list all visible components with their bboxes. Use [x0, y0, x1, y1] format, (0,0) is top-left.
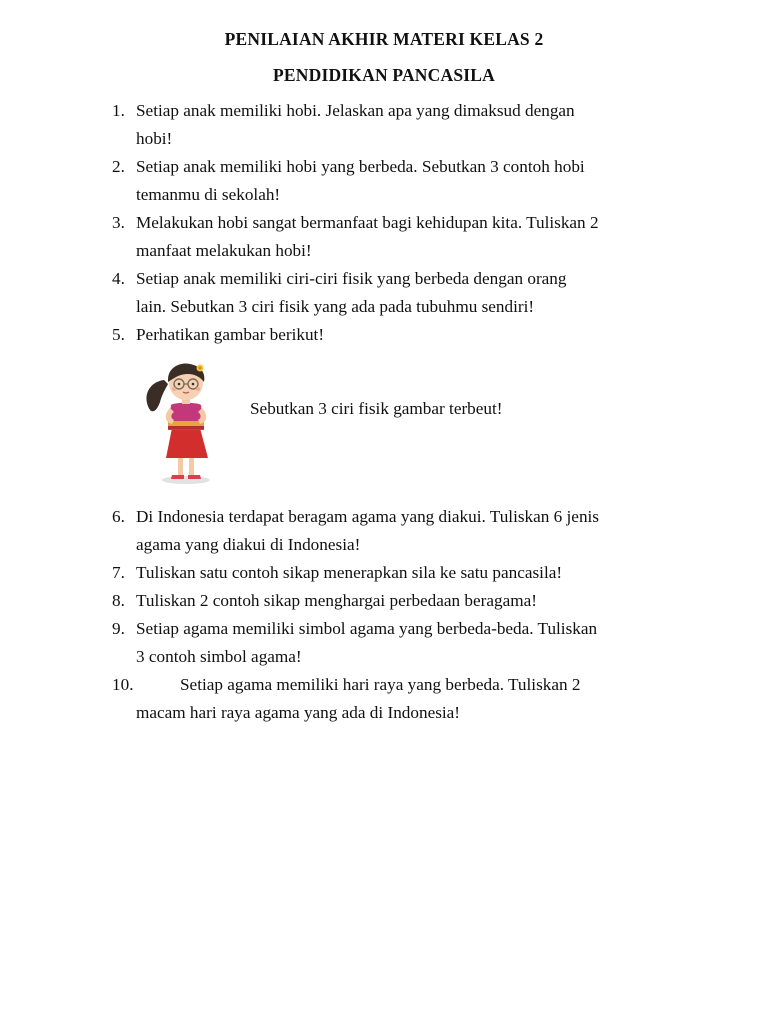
question-number: 5. — [112, 325, 125, 344]
document-title: PENILAIAN AKHIR MATERI KELAS 2 — [224, 29, 544, 49]
question-number: 10. — [112, 675, 134, 694]
question-number: 4. — [112, 269, 125, 288]
question-text-line: Setiap anak memiliki hobi. Jelaskan apa yang dimaksud dengan — [136, 101, 575, 120]
question-text-line: lain. Sebutkan 3 ciri fisik yang ada pada tubuhmu sendiri! — [136, 297, 535, 316]
question-text-line: Di Indonesia terdapat beragam agama yang diakui. Tuliskan 6 jenis — [136, 507, 599, 526]
question-number: 8. — [112, 591, 125, 610]
question-text-line: Perhatikan gambar berikut! — [136, 325, 325, 344]
question-number: 6. — [112, 507, 125, 526]
question-text-line: macam hari raya agama yang ada di Indonesia! — [136, 703, 461, 722]
question-text-line: hobi! — [136, 129, 173, 148]
question-text-line: Setiap anak memiliki hobi yang berbeda. Sebutkan 3 contoh hobi — [136, 157, 585, 176]
girl-illustration-icon — [138, 358, 228, 488]
question-text-line: Setiap anak memiliki ciri-ciri fisik yang berbeda dengan orang — [136, 269, 567, 288]
question-text-line: agama yang diakui di Indonesia! — [136, 535, 361, 554]
question-text-line: Setiap agama memiliki simbol agama yang berbeda-beda. Tuliskan — [136, 619, 598, 638]
question-number: 9. — [112, 619, 125, 638]
question-text-line: Setiap agama memiliki hari raya yang berbeda. Tuliskan 2 — [180, 675, 581, 694]
question-text-line: manfaat melakukan hobi! — [136, 241, 312, 260]
figure-caption: Sebutkan 3 ciri fisik gambar terbeut! — [250, 399, 503, 418]
question-text-line: Tuliskan 2 contoh sikap menghargai perbedaan beragama! — [136, 591, 537, 610]
document-subtitle: PENDIDIKAN PANCASILA — [273, 65, 495, 85]
question-number: 1. — [112, 101, 125, 120]
question-text-line: temanmu di sekolah! — [136, 185, 281, 204]
question-number: 3. — [112, 213, 125, 232]
question-number: 2. — [112, 157, 125, 176]
question-number: 7. — [112, 563, 125, 582]
question-text-line: Tuliskan satu contoh sikap menerapkan sila ke satu pancasila! — [136, 563, 563, 582]
question-text-line: Melakukan hobi sangat bermanfaat bagi kehidupan kita. Tuliskan 2 — [136, 213, 599, 232]
question-text-line: 3 contoh simbol agama! — [136, 647, 302, 666]
